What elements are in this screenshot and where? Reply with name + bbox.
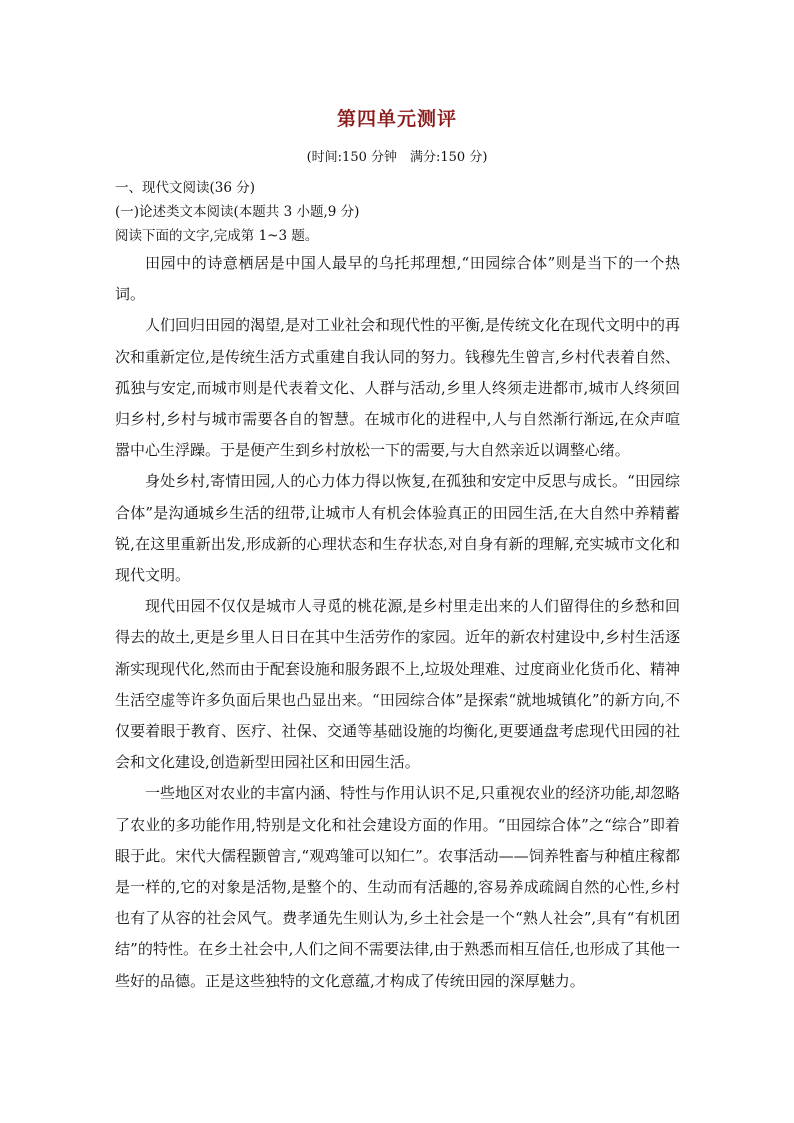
paragraph-5: 一些地区对农业的丰富内涵、特性与作用认识不足,只重视农业的经济功能,却忽略了农业的多功能作用,特别是文化和社会建设方面的作用。“田园综合体”之“综合”即着眼于此。宋代大儒程颢曾言,“观鸡雏可以知仁”。农事活动——饲养牲畜与种植庄稼都是一样的,它的对象是活物,是整个的、生动而有活趣的,容易养成疏阔自然的心性,乡村也有了从容的社会风气。费孝通先生则认为,乡土社会是一个“熟人社会”,具有“有机团结”的特性。在乡土社会中,人们之间不需要法律,由于熟悉而相互信任,也形成了其他一些好的品德。正是这些独特的文化意蕴,才构成了传统田园的深厚魅力。	[115, 784, 680, 990]
subsection-heading: (一)论述类文本阅读(本题共 3 小题,9 分)	[115, 204, 360, 220]
document-body	[115, 176, 680, 997]
paragraph-2: 人们回归田园的渴望,是对工业社会和现代性的平衡,是传统文化在现代文明中的再次和重新定位,是传统生活方式重建自我认同的努力。钱穆先生曾言,乡村代表着自然、孤独与安定,而城市则是代表着文化、人群与活动,乡里人终须走进都市,城市人终须回归乡村,乡村与城市需要各自的智慧。在城市化的进程中,人与自然渐行渐远,在众声喧嚣中心生浮躁。于是便产生到乡村放松一下的需要,与大自然亲近以调整心绪。	[115, 316, 680, 460]
section-heading: 一、现代文阅读(36 分)	[115, 180, 256, 196]
paragraph-1: 田园中的诗意栖居是中国人最早的乌托邦理想,“田园综合体”则是当下的一个热词。	[115, 254, 680, 304]
reading-instruction: 阅读下面的文字,完成第 1~3 题。	[115, 228, 319, 244]
exam-time-score: (时间:150 分钟 满分:150 分)	[306, 150, 488, 165]
paragraph-3: 身处乡村,寄情田园,人的心力体力得以恢复,在孤独和安定中反思与成长。“田园综合体”是沟通城乡生活的纽带,让城市人有机会体验真正的田园生活,在大自然中养精蓄锐,在这里重新出发,形成新的心理状态和生存状态,对自身有新的理解,充实城市文化和现代文明。	[115, 472, 680, 585]
paragraph-4: 现代田园不仅仅是城市人寻觅的桃花源,是乡村里走出来的人们留得住的乡愁和回得去的故土,更是乡里人日日在其中生活劳作的家园。近年的新农村建设中,乡村生活逐渐实现现代化,然而由于配套设施和服务跟不上,垃圾处理难、过度商业化货币化、精神生活空虚等许多负面后果也凸显出来。“田园综合体”是探索“就地城镇化”的新方向,不仅要着眼于教育、医疗、社保、交通等基础设施的均衡化,更要通盘考虑现代田园的社会和文化建设,创造新型田园社区和田园生活。	[115, 597, 680, 772]
page-title: 第四单元测评	[336, 108, 457, 130]
